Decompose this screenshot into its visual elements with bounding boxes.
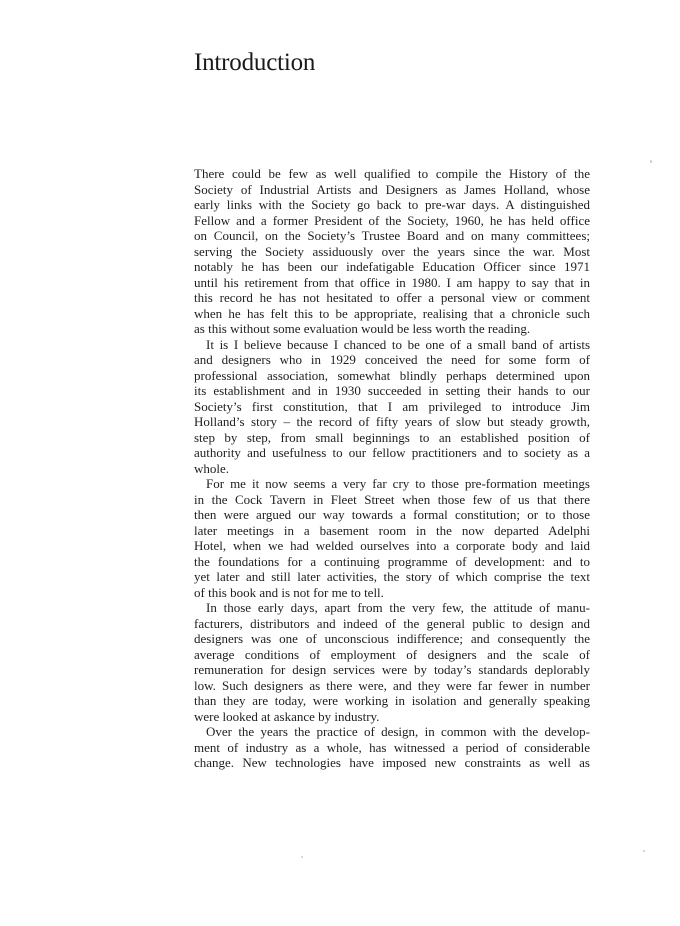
text-line: were looked at askance by industry. (194, 708, 380, 724)
text-line: the foundations for a continuing programme of development: and to (194, 553, 590, 569)
text-line: and designers who in 1929 conceived the need for some form of (194, 352, 590, 367)
text-line: Society of Industrial Artists and Designers as James Holland, whose (194, 181, 590, 197)
text-line: until his retirement from that office in 1980. I am happy to say that in (194, 274, 590, 290)
text-line: when he has felt this to be appropriate, realising that a chronicle such (194, 305, 590, 321)
text-line: in the Cock Tavern in Fleet Street when those few of us that there (194, 491, 590, 507)
text-line: Over the years the practice of design, in common with the develop- (206, 724, 590, 739)
text-line: serving the Society assiduously over the years since the war. Most (194, 243, 590, 259)
text-line: designers was one of unconscious indifference; and consequently the (194, 631, 590, 646)
text-line: remuneration for design services were by today’s standards deplorably (194, 662, 590, 677)
text-line: early links with the Society go back to pre-war days. A distinguished (194, 197, 590, 212)
text-line: professional association, somewhat blindly perhaps determined upon (194, 367, 590, 383)
text-line: authority and usefulness to our fellow practitioners and to society as a (194, 445, 590, 460)
text-line: change. New technologies have imposed new constraints as well as (194, 755, 590, 770)
paragraph-2 (194, 337, 590, 477)
text-line: on Council, on the Society’s Trustee Board and on many committees; (194, 228, 590, 243)
text-line: In those early days, apart from the very few, the attitude of manu- (206, 600, 590, 615)
text-line: step by step, from small beginnings to an established position of (194, 429, 590, 445)
text-line: of this book and is not for me to tell. (194, 584, 384, 600)
text-line: It is I believe because I chanced to be one of a small band of artists (206, 336, 590, 352)
text-line: Society’s first constitution, that I am privileged to introduce Jim (194, 398, 590, 414)
text-line: later meetings in a basement room in the now departed Adelphi (194, 522, 590, 538)
text-line: whole. (194, 460, 230, 476)
chapter-heading: Introduction (194, 49, 316, 76)
paper-speck (650, 160, 652, 163)
text-line: its establishment and in 1930 succeeded in setting their hands to our (194, 383, 590, 398)
body-text (194, 166, 590, 771)
text-line: notably he has been our indefatigable Education Officer since 1971 (194, 259, 590, 274)
paper-speck (643, 850, 645, 852)
text-line: than they are today, were working in isolation and generally speaking (194, 693, 590, 708)
text-line: Holland’s story – the record of fifty years of slow but steady growth, (194, 414, 590, 429)
text-line: facturers, distributors and indeed of the general public to design and (194, 615, 590, 631)
paragraph-1 (194, 166, 590, 337)
paragraph-4 (194, 600, 590, 724)
paragraph-5 (194, 724, 590, 771)
text-line: low. Such designers as there were, and they were far fewer in number (194, 677, 590, 693)
text-line: There could be few as well qualified to compile the History of the (194, 166, 590, 181)
paper-speck (301, 856, 303, 858)
text-line: then were argued our way towards a formal constitution; or to those (194, 507, 590, 522)
text-line: as this without some evaluation would be less worth the reading. (194, 321, 531, 336)
text-line: For me it now seems a very far cry to those pre-formation meetings (206, 476, 590, 491)
text-line: Hotel, when we had welded ourselves into a corporate body and laid (194, 538, 590, 553)
text-line: ment of industry as a whole, has witnessed a period of considerable (194, 739, 590, 755)
text-line: Fellow and a former President of the Society, 1960, he has held office (194, 212, 590, 228)
text-line: average conditions of employment of designers and the scale of (194, 646, 590, 662)
text-line: this record he has not hesitated to offer a personal view or comment (194, 290, 590, 305)
paragraph-3 (194, 476, 590, 600)
text-line: yet later and still later activities, the story of which comprise the text (194, 569, 590, 584)
